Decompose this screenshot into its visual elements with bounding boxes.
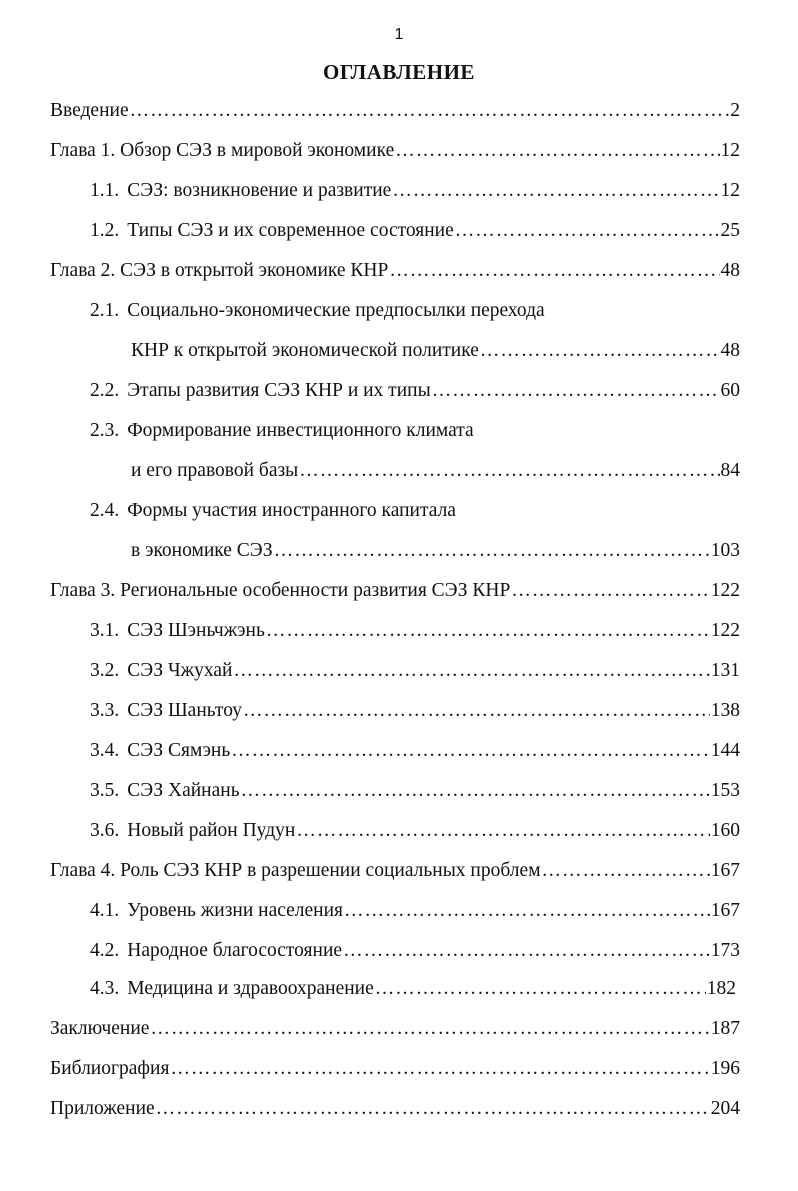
- toc-entry-introduction[interactable]: [50, 98, 740, 124]
- toc-entry-page: 196: [710, 1058, 740, 1079]
- toc-entry-page: 167: [710, 900, 740, 921]
- toc-entry-number: 2.1.: [90, 300, 120, 321]
- toc-entry-number: 2.2.: [90, 380, 120, 401]
- dot-leader: [296, 818, 709, 844]
- toc-entry-number: 3.5.: [90, 780, 120, 801]
- toc-entry-section-3-4[interactable]: [90, 738, 740, 764]
- toc-entry-section-4-3[interactable]: [90, 976, 736, 1002]
- toc-entry-text: Формирование инвестиционного климата: [127, 420, 474, 441]
- toc-entry-section-1-2[interactable]: [90, 218, 740, 244]
- toc-entry-page: 84: [720, 460, 740, 481]
- toc-entry-section-2-2[interactable]: [90, 378, 740, 404]
- toc-entry-text: Приложение: [50, 1098, 155, 1119]
- toc-entry-section-2-4[interactable]: [90, 498, 740, 524]
- toc-entry-text: Библиография: [50, 1058, 170, 1079]
- toc-entry-text: Этапы развития СЭЗ КНР и их типы: [127, 380, 431, 401]
- dot-leader: [150, 1016, 709, 1042]
- toc-entry-section-1-1[interactable]: [90, 178, 740, 204]
- toc-entry-page: 182: [706, 978, 736, 999]
- toc-entry-text: Социально-экономические предпосылки перехода: [127, 300, 545, 321]
- toc-entry-text: КНР к открытой экономической политике: [131, 340, 479, 361]
- toc-entry-page: 167: [710, 860, 740, 881]
- toc-entry-number: 3.4.: [90, 740, 120, 761]
- toc-entry-number: 4.3.: [90, 978, 120, 999]
- dot-leader: [299, 458, 719, 484]
- toc-entry-text: СЭЗ Чжухай: [127, 660, 233, 681]
- toc-entry-number: 4.2.: [90, 940, 120, 961]
- toc-entry-page: 173: [710, 940, 740, 961]
- toc-entry-section-2-4-continued[interactable]: [131, 538, 740, 564]
- toc-entry-text: Глава 4. Роль СЭЗ КНР в разрешении социальных проблем: [50, 860, 541, 881]
- toc-entry-text: Глава 3. Региональные особенности развития СЭЗ КНР: [50, 580, 511, 601]
- toc-entry-page: 187: [710, 1018, 740, 1039]
- toc-entry-text: СЭЗ Шэньчжэнь: [127, 620, 265, 641]
- dot-leader: [511, 578, 709, 604]
- toc-entry-text: СЭЗ Шаньтоу: [127, 700, 242, 721]
- dot-leader: [542, 858, 710, 884]
- toc-entry-number: 2.4.: [90, 500, 120, 521]
- toc-entry-section-4-1[interactable]: [90, 898, 740, 924]
- toc-entry-page: 60: [720, 380, 740, 401]
- dot-leader: [344, 898, 710, 924]
- dot-leader: [480, 338, 720, 364]
- toc-entry-text: Формы участия иностранного капитала: [127, 500, 456, 521]
- dot-leader: [130, 98, 730, 124]
- dot-leader: [241, 778, 710, 804]
- toc-entry-number: 2.3.: [90, 420, 120, 441]
- toc-entry-text: СЭЗ Сямэнь: [127, 740, 231, 761]
- dot-leader: [375, 976, 706, 1002]
- toc-entry-page: 48: [720, 340, 740, 361]
- toc-entry-text: Народное благосостояние: [127, 940, 343, 961]
- toc-entry-number: 4.1.: [90, 900, 120, 921]
- toc-entry-chapter-3[interactable]: [50, 578, 740, 604]
- dot-leader: [243, 698, 710, 724]
- toc-entry-text: СЭЗ: возникновение и развитие: [127, 180, 392, 201]
- dot-leader: [432, 378, 720, 404]
- toc-entry-section-3-3[interactable]: [90, 698, 740, 724]
- toc-entry-section-2-3-continued[interactable]: [131, 458, 740, 484]
- dot-leader: [231, 738, 709, 764]
- dot-leader: [234, 658, 710, 684]
- toc-entry-section-2-1[interactable]: [90, 298, 740, 324]
- toc-entry-page: 144: [710, 740, 740, 761]
- toc-entry-page: 160: [710, 820, 740, 841]
- dot-leader: [395, 138, 719, 164]
- toc-entry-chapter-2[interactable]: [50, 258, 740, 284]
- toc-entry-page: 204: [710, 1098, 740, 1119]
- toc-entry-section-2-1-continued[interactable]: [131, 338, 740, 364]
- toc-entry-section-3-6[interactable]: [90, 818, 740, 844]
- dot-leader: [266, 618, 710, 644]
- toc-entry-text: Типы СЭЗ и их современное состояние: [127, 220, 454, 241]
- toc-entry-text: Медицина и здравоохранение: [127, 978, 374, 999]
- dot-leader: [389, 258, 719, 284]
- toc-entry-page: 25: [720, 220, 740, 241]
- toc-entry-page: 2: [730, 100, 740, 121]
- page-title: ОГЛАВЛЕНИЕ: [323, 60, 475, 84]
- toc-entry-page: 131: [710, 660, 740, 681]
- toc-entry-section-3-2[interactable]: [90, 658, 740, 684]
- page-number: 1: [394, 26, 404, 43]
- toc-entry-number: 3.3.: [90, 700, 120, 721]
- toc-entry-text: Заключение: [50, 1018, 150, 1039]
- toc-entry-page: 153: [710, 780, 740, 801]
- toc-entry-section-3-5[interactable]: [90, 778, 740, 804]
- toc-entry-chapter-4[interactable]: [50, 858, 740, 884]
- toc-entry-number: 1.1.: [90, 180, 120, 201]
- toc-entry-text: Введение: [50, 100, 129, 121]
- toc-entry-page: 103: [710, 540, 740, 561]
- toc-entry-page: 12: [720, 140, 740, 161]
- dot-leader: [343, 938, 710, 964]
- toc-entry-number: 1.2.: [90, 220, 120, 241]
- toc-entry-text: в экономике СЭЗ: [131, 540, 273, 561]
- toc-entry-bibliography[interactable]: [50, 1056, 740, 1082]
- toc-entry-text: Глава 2. СЭЗ в открытой экономике КНР: [50, 260, 389, 281]
- toc-entry-page: 138: [710, 700, 740, 721]
- toc-entry-chapter-1[interactable]: [50, 138, 740, 164]
- toc-entry-text: Уровень жизни населения: [127, 900, 344, 921]
- toc-entry-number: 3.1.: [90, 620, 120, 641]
- toc-entry-number: 3.6.: [90, 820, 120, 841]
- dot-leader: [455, 218, 720, 244]
- toc-entry-section-4-2[interactable]: [90, 938, 740, 964]
- toc-entry-section-3-1[interactable]: [90, 618, 740, 644]
- dot-leader: [170, 1056, 709, 1082]
- toc-entry-text: и его правовой базы: [131, 460, 299, 481]
- dot-leader: [156, 1096, 710, 1122]
- toc-entry-conclusion[interactable]: [50, 1016, 740, 1042]
- toc-entry-page: 12: [720, 180, 740, 201]
- toc-entry-page: 122: [710, 580, 740, 601]
- dot-leader: [274, 538, 710, 564]
- toc-entry-number: 3.2.: [90, 660, 120, 681]
- toc-entry-appendix[interactable]: [50, 1096, 740, 1122]
- toc-entry-text: СЭЗ Хайнань: [127, 780, 240, 801]
- toc-entry-page: 122: [710, 620, 740, 641]
- toc-entry-section-2-3[interactable]: [90, 418, 740, 444]
- toc-entry-page: 48: [720, 260, 740, 281]
- toc-entry-text: Глава 1. Обзор СЭЗ в мировой экономике: [50, 140, 395, 161]
- toc-entry-text: Новый район Пудун: [127, 820, 296, 841]
- dot-leader: [392, 178, 719, 204]
